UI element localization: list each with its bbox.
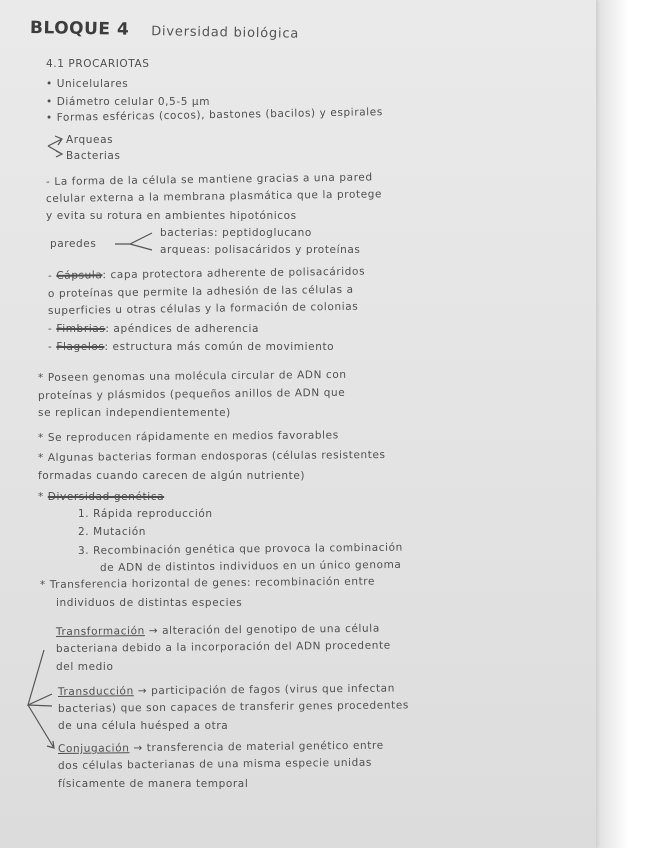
- transformacion-def: → alteración del genotipo de una célula: [144, 622, 380, 638]
- diversidad-term: Diversidad genética: [47, 491, 165, 503]
- diversidad-star: *: [38, 491, 48, 503]
- endosporas-line-1: * Algunas bacterias forman endosporas (células resistentes: [37, 448, 386, 464]
- pared-arqueas: arqueas: polisacáridos y proteínas: [160, 244, 361, 256]
- transduccion-def: → participación de fagos (virus que infectan: [133, 682, 396, 698]
- arrow-transformacion-icon: [28, 650, 52, 705]
- arrow-conjugacion-icon: [28, 705, 54, 748]
- forma-line-3: y evita su rotura en ambientes hipotónicos: [46, 210, 297, 222]
- flagelos-term: Flagelos: [56, 341, 105, 353]
- bullet-formas: • Formas esféricas (cocos), bastones (bacilos) y espirales: [45, 106, 383, 124]
- pared-bacterias: bacterias: peptidoglucano: [160, 227, 312, 239]
- capsula-term: Cápsula: [56, 269, 103, 282]
- forma-line-2: celular externa a la membrana plasmática que la protege: [45, 188, 383, 205]
- arrow-bacterias-icon: [48, 146, 62, 157]
- transferencia-line-2: individuos de distintas especies: [56, 597, 243, 609]
- capsula-dash: -: [47, 269, 57, 282]
- genoma-line-1: * Poseen genomas una molécula circular de ADN con: [37, 368, 347, 384]
- bullet-unicelulares: • Unicelulares: [46, 78, 129, 90]
- transferencia-line-1: * Transferencia horizontal de genes: recombinación entre: [39, 575, 376, 591]
- diversidad-item-1: 1. Rápida reproducción: [78, 508, 213, 520]
- capsula-def: : capa protectora adherente de polisacáridos: [102, 265, 366, 282]
- transduccion-line-3: de una célula huésped a otra: [58, 720, 229, 732]
- fimbrias-def: : apéndices de adherencia: [105, 323, 260, 335]
- label-paredes: paredes: [50, 238, 97, 250]
- endosporas-line-2: formadas cuando carecen de algún nutriente): [38, 470, 306, 482]
- brace-paredes-icon: [115, 233, 152, 250]
- label-arqueas: Arqueas: [66, 134, 114, 146]
- genoma-line-3: se replican independientemente): [38, 407, 231, 419]
- conjugacion-line-3: físicamente de manera temporal: [58, 778, 249, 790]
- transduccion-term: Transducción: [57, 685, 134, 698]
- section-heading: 4.1 PROCARIOTAS: [46, 58, 150, 70]
- diversidad-item-3a: 3. Recombinación genética que provoca la combinación: [77, 541, 403, 557]
- reproduccion-line: * Se reproducen rápidamente en medios favorables: [37, 429, 339, 444]
- arrow-transduccion-icon: [28, 705, 52, 706]
- flagelos-dash: -: [48, 341, 57, 353]
- conjugacion-term: Conjugación: [57, 742, 130, 755]
- conjugacion-line-2: dos células bacterianas de una misma especie unidas: [57, 756, 373, 772]
- forma-line-1: - La forma de la célula se mantiene gracias a una pared: [45, 171, 373, 188]
- arrow-arqueas-icon: [48, 136, 62, 146]
- diversidad-item-2: 2. Mutación: [78, 526, 146, 538]
- transformacion-line-3: del medio: [56, 661, 114, 673]
- title-bloque: BLOQUE 4: [29, 18, 130, 40]
- transduccion-line-2: bacterias) que son capaces de transferir genes procedentes: [57, 699, 410, 715]
- capsula-line-2: o proteínas que permite la adhesión de las células a: [47, 283, 354, 300]
- bullet-diametro: • Diámetro celular 0,5-5 µm: [46, 96, 211, 108]
- diversidad-item-3b: de ADN de distintos individuos en un único genoma: [99, 558, 402, 574]
- capsula-line-3: superficies u otras células y la formación de colonias: [47, 300, 359, 317]
- conjugacion-def: → transferencia de material genético entre: [129, 739, 384, 755]
- transformacion-line-2: bacteriana debido a la incorporación del ADN procedente: [55, 639, 391, 655]
- label-bacterias: Bacterias: [66, 150, 121, 162]
- fimbrias-dash: -: [48, 323, 57, 335]
- flagelos-def: : estructura más común de movimiento: [104, 341, 335, 353]
- transformacion-term: Transformación: [55, 625, 145, 638]
- title-subtitle: Diversidad biológica: [150, 24, 300, 42]
- fimbrias-term: Fimbrias: [56, 323, 106, 335]
- genoma-line-2: proteínas y plásmidos (pequeños anillos de ADN que: [37, 386, 346, 402]
- background-edge: [590, 0, 655, 848]
